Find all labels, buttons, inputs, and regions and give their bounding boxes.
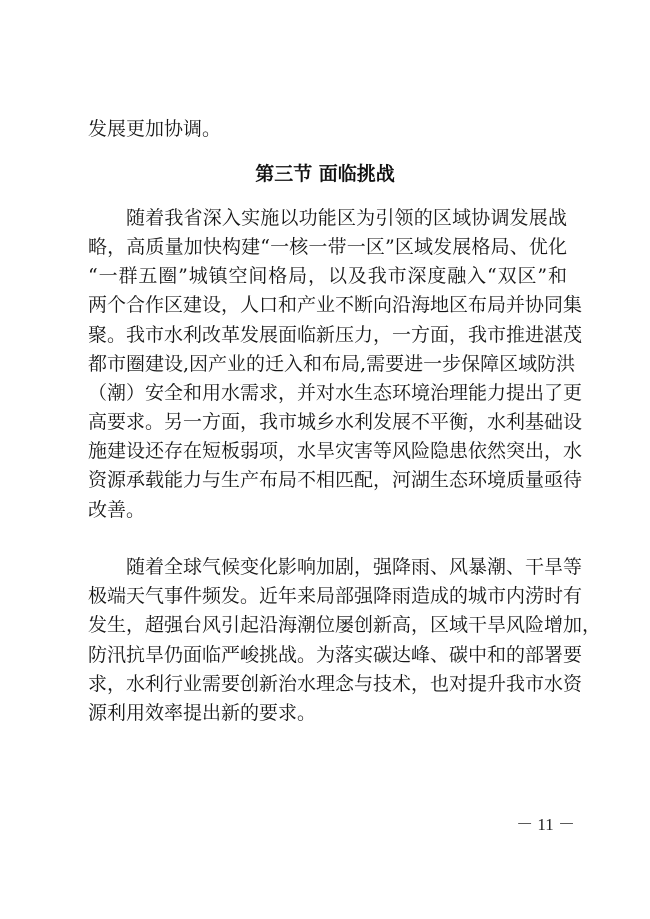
paragraph-line: 发生，超强台风引起沿海潮位屡创新高，区域干旱风险增加， [88,614,602,636]
paragraph-line: “一群五圈”城镇空间格局，以及我市深度融入“双区”和 [88,265,567,287]
paragraph-line: 改善。 [88,499,146,521]
section-heading: 第三节 面临挑战 [255,163,395,185]
continuation-line: 发展更加协调。 [88,118,222,140]
paragraph-line: 聚。我市水利改革发展面临新压力，一方面，我市推进湛茂 [88,324,583,346]
paragraph-line: 两个合作区建设，人口和产业不断向沿海地区布局并协同集 [88,294,583,316]
paragraph-line: 都市圈建设,因产业的迁入和布局,需要进一步保障区域防洪 [88,353,576,375]
paragraph-line: 防汛抗旱仍面临严峻挑战。为落实碳达峰、碳中和的部署要 [88,644,583,666]
paragraph-line: （潮）安全和用水需求，并对水生态环境治理能力提出了更 [88,382,583,404]
paragraph-line: 源利用效率提出新的要求。 [88,702,317,724]
paragraph-line: 施建设还存在短板弱项，水旱灾害等风险隐患依然突出，水 [88,440,583,462]
paragraph-line: 求，水利行业需要创新治水理念与技术，也对提升我市水资 [88,673,583,695]
paragraph-line: 随着全球气候变化影响加剧，强降雨、风暴潮、干旱等 [126,556,583,578]
paragraph-line: 略，高质量加快构建“一核一带一区”区域发展格局、优化 [88,236,567,258]
paragraph-line: 极端天气事件频发。近年来局部强降雨造成的城市内涝时有 [88,585,583,607]
paragraph-line: 随着我省深入实施以功能区为引领的区域协调发展战 [126,207,567,229]
page-number: － 11 － [516,815,575,834]
paragraph-line: 高要求。另一方面，我市城乡水利发展不平衡，水利基础设 [88,411,583,433]
paragraph-line: 资源承载能力与生产布局不相匹配，河湖生态环境质量亟待 [88,469,583,491]
